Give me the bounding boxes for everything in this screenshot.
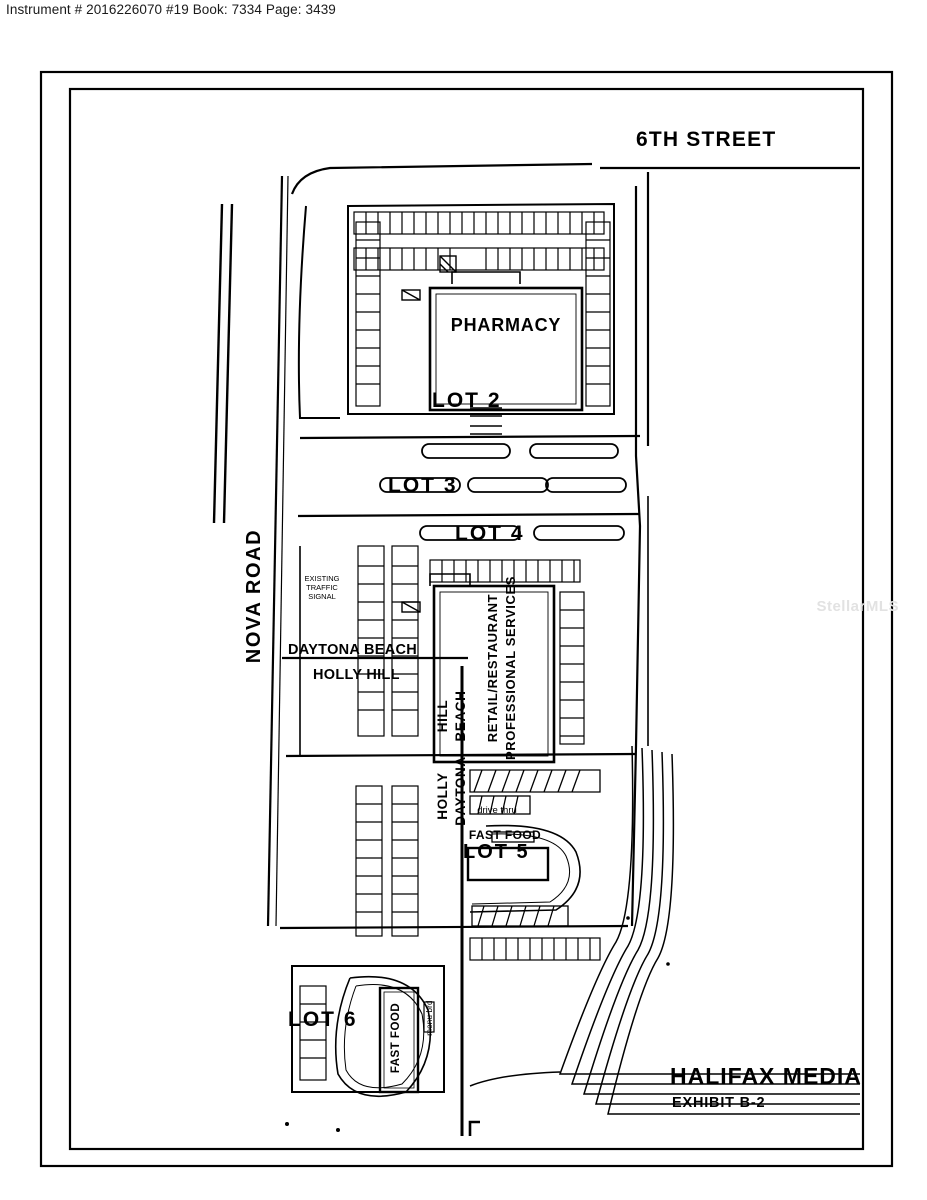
parking-bay-east-lot2 <box>586 222 610 406</box>
parking-bay-north-1 <box>354 212 604 234</box>
retail-building-canopy <box>430 574 470 586</box>
lot-label-4: LOT 4 <box>455 522 525 545</box>
annotation-signal-line1: EXISTING <box>304 574 340 583</box>
parking-field-west-lot5 <box>356 786 418 936</box>
parcel-line-lot3-lot4 <box>298 514 640 516</box>
nova-road-edge <box>268 176 282 926</box>
access-road-curb-5 <box>608 754 860 1114</box>
lot-label-6: LOT 6 <box>288 1008 358 1031</box>
nova-road-curb <box>276 176 288 926</box>
annotation-menu-board: menu brd <box>425 1000 434 1036</box>
parking-bay-north-2 <box>354 248 604 270</box>
city-label-hill-vertical: HILL <box>435 699 450 733</box>
lot-label-5: LOT 5 <box>463 841 530 863</box>
parking-lot6-west <box>300 986 326 1080</box>
nova-road-median-left <box>214 204 222 523</box>
parking-bay-lot4-east <box>560 592 584 744</box>
building-label-fast-food-lot5: FAST FOOD <box>468 828 542 842</box>
site-plan-drawing <box>0 26 927 1200</box>
nova-road-median-right <box>224 204 232 523</box>
city-label-daytona-beach: DAYTONA BEACH <box>288 642 418 658</box>
parcel-line-lot2-lot3 <box>300 436 640 438</box>
parking-bay-south-mid <box>470 938 600 960</box>
pharmacy-building-inner <box>436 294 576 404</box>
title-block-title: HALIFAX MEDIA <box>670 1063 862 1089</box>
annotation-drive-thru: drive thru <box>477 805 517 816</box>
city-label-holly-vertical: HOLLY <box>435 772 450 820</box>
lot2-pad-outline <box>348 204 614 414</box>
lot-label-3: LOT 3 <box>388 474 458 497</box>
city-label-daytona-vertical: DAYTONA <box>453 756 468 826</box>
parcel-line-lot5-south <box>280 926 628 928</box>
hatched-area-lot4 <box>402 602 420 612</box>
drive-aisle-lot2-west <box>299 206 340 418</box>
street-label-sixth: 6TH STREET <box>636 128 777 151</box>
access-road-west-connector <box>470 1072 560 1086</box>
drive-thru-lane-lot6 <box>336 977 431 1097</box>
site-boundary-north <box>292 164 592 194</box>
building-label-fast-food-lot6: FAST FOOD <box>390 1002 402 1074</box>
title-block-exhibit: EXHIBIT B-2 <box>672 1095 766 1111</box>
annotation-signal-line2: TRAFFIC <box>306 583 338 592</box>
access-road-curb-1 <box>560 746 860 1074</box>
city-label-holly-hill: HOLLY HILL <box>313 667 400 683</box>
plan-outer-border <box>41 72 892 1166</box>
building-label-pharmacy: PHARMACY <box>450 315 562 335</box>
access-road-median <box>470 1122 480 1136</box>
pharmacy-canopy <box>452 272 520 284</box>
access-road-curb-3 <box>584 750 860 1094</box>
parking-field-west-lot4 <box>358 546 418 736</box>
parking-bay-west-lot2 <box>356 222 380 406</box>
parking-angled-lot4-south <box>470 770 600 792</box>
annotation-signal-line3: SIGNAL <box>308 592 336 601</box>
recording-stamp: Instrument # 2016226070 #19 Book: 7334 Page: 3439 <box>6 2 336 17</box>
building-label-retail-line1: RETAIL/RESTAURANT <box>485 593 500 743</box>
access-road-curb-2 <box>572 748 860 1084</box>
building-label-retail-line2: PROFESSIONAL SERVICES <box>503 575 518 761</box>
street-label-nova: NOVA ROAD <box>243 528 265 664</box>
watermark-text: StellarMLS <box>816 598 899 615</box>
city-label-beach-vertical: BEACH <box>453 690 468 742</box>
lot-label-2: LOT 2 <box>432 389 502 412</box>
